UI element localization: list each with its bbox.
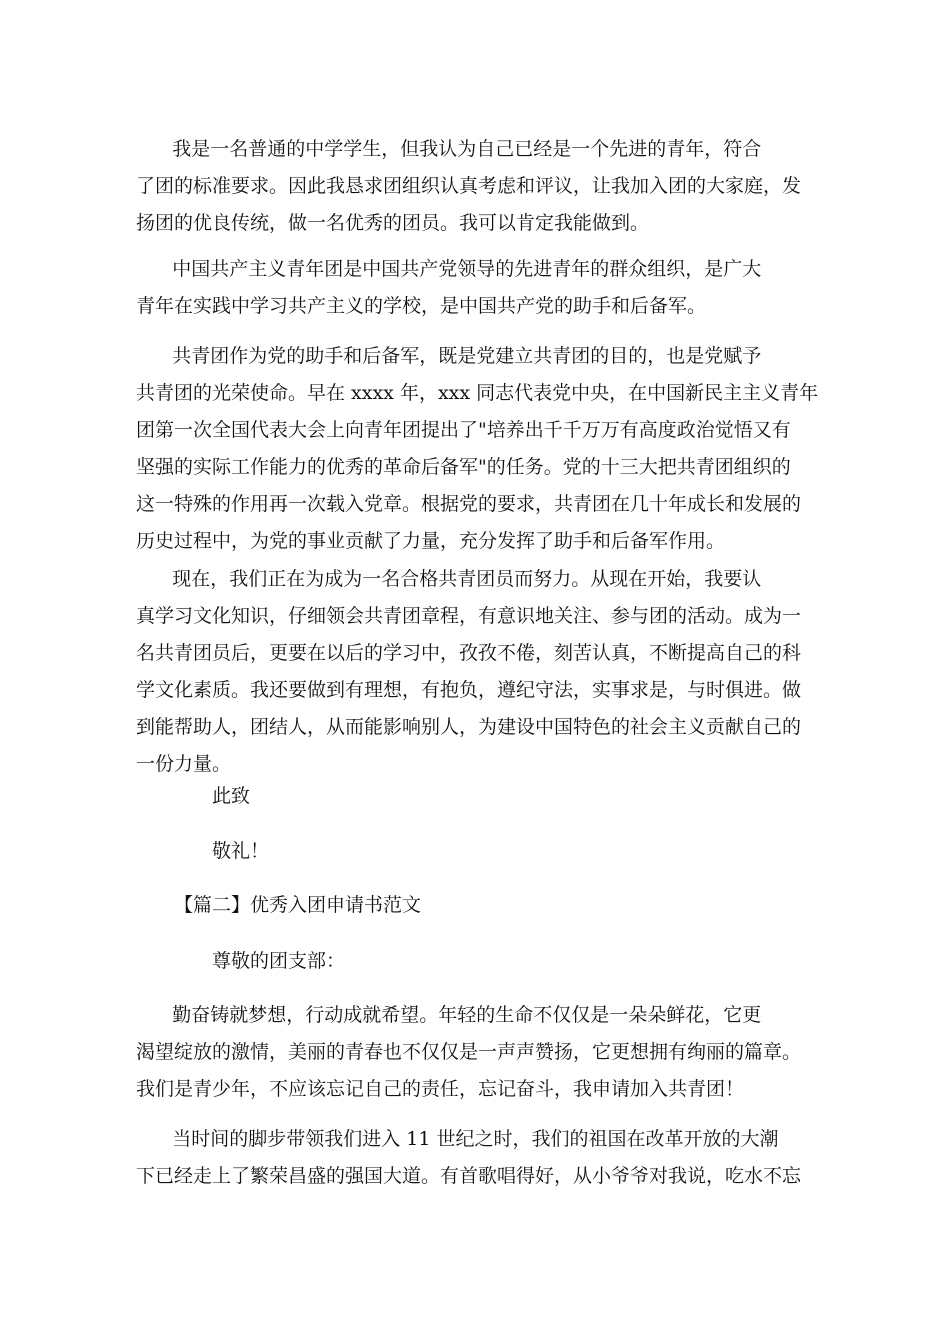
paragraph-line: 这一特殊的作用再一次载入党章。根据党的要求，共青团在几十年成长和发展的 bbox=[136, 493, 802, 515]
paragraph-3 bbox=[136, 338, 819, 560]
paragraph-line: 学文化素质。我还要做到有理想，有抱负，遵纪守法，实事求是，与时俱进。做 bbox=[136, 679, 802, 701]
closing-greeting: 此致 bbox=[212, 785, 251, 807]
salutation: 尊敬的团支部： bbox=[212, 950, 346, 972]
paragraph-line: 共青团的光荣使命。早在 xxxx 年，xxx 同志代表党中央，在中国新民主主义青年 bbox=[136, 382, 819, 404]
paragraph-4 bbox=[136, 561, 812, 783]
paragraph-line: 当时间的脚步带领我们进入 11 世纪之时，我们的祖国在改革开放的大潮 bbox=[136, 1128, 779, 1150]
paragraph-line: 现在，我们正在为成为一名合格共青团员而努力。从现在开始，我要认 bbox=[136, 568, 762, 590]
paragraph-line: 一份力量。 bbox=[136, 753, 232, 775]
paragraph-2 bbox=[136, 251, 812, 325]
paragraph-line: 下已经走上了繁荣昌盛的强国大道。有首歌唱得好，从小爷爷对我说，吃水不忘 bbox=[136, 1165, 802, 1187]
paragraph-6 bbox=[136, 1121, 812, 1195]
paragraph-1 bbox=[136, 131, 812, 242]
paragraph-line: 团第一次全国代表大会上向青年团提出了"培养出千千万万有高度政治觉悟又有 bbox=[136, 419, 791, 441]
paragraph-line: 中国共产主义青年团是中国共产党领导的先进青年的群众组织，是广大 bbox=[136, 258, 762, 280]
paragraph-5 bbox=[136, 997, 812, 1108]
paragraph-line: 青年在实践中学习共产主义的学校，是中国共产党的助手和后备军。 bbox=[136, 295, 707, 317]
paragraph-line: 扬团的优良传统，做一名优秀的团员。我可以肯定我能做到。 bbox=[136, 212, 650, 234]
paragraph-line: 历史过程中，为党的事业贡献了力量，充分发挥了助手和后备军作用。 bbox=[136, 530, 726, 552]
paragraph-line: 我是一名普通的中学学生，但我认为自己已经是一个先进的青年，符合 bbox=[136, 138, 762, 160]
paragraph-line: 渴望绽放的激情，美丽的青春也不仅仅是一声声赞扬，它更想拥有绚丽的篇章。 bbox=[136, 1041, 802, 1063]
paragraph-line: 了团的标准要求。因此我恳求团组织认真考虑和评议，让我加入团的大家庭，发 bbox=[136, 175, 802, 197]
paragraph-line: 真学习文化知识，仔细领会共青团章程，有意识地关注、参与团的活动。成为一 bbox=[136, 605, 802, 627]
paragraph-line: 名共青团员后，更要在以后的学习中，孜孜不倦，刻苦认真，不断提高自己的科 bbox=[136, 642, 802, 664]
paragraph-line: 坚强的实际工作能力的优秀的革命后备军"的任务。党的十三大把共青团组织的 bbox=[136, 456, 791, 478]
paragraph-line: 我们是青少年，不应该忘记自己的责任，忘记奋斗，我申请加入共青团！ bbox=[136, 1078, 745, 1100]
paragraph-line: 勤奋铸就梦想，行动成就希望。年轻的生命不仅仅是一朵朵鲜花，它更 bbox=[136, 1004, 762, 1026]
section-heading: 【篇二】优秀入团申请书范文 bbox=[174, 894, 422, 916]
paragraph-line: 到能帮助人，团结人，从而能影响别人，为建设中国特色的社会主义贡献自己的 bbox=[136, 716, 802, 738]
paragraph-line: 共青团作为党的助手和后备军，既是党建立共青团的目的，也是党赋予 bbox=[136, 345, 762, 367]
closing-salute: 敬礼！ bbox=[212, 840, 270, 862]
